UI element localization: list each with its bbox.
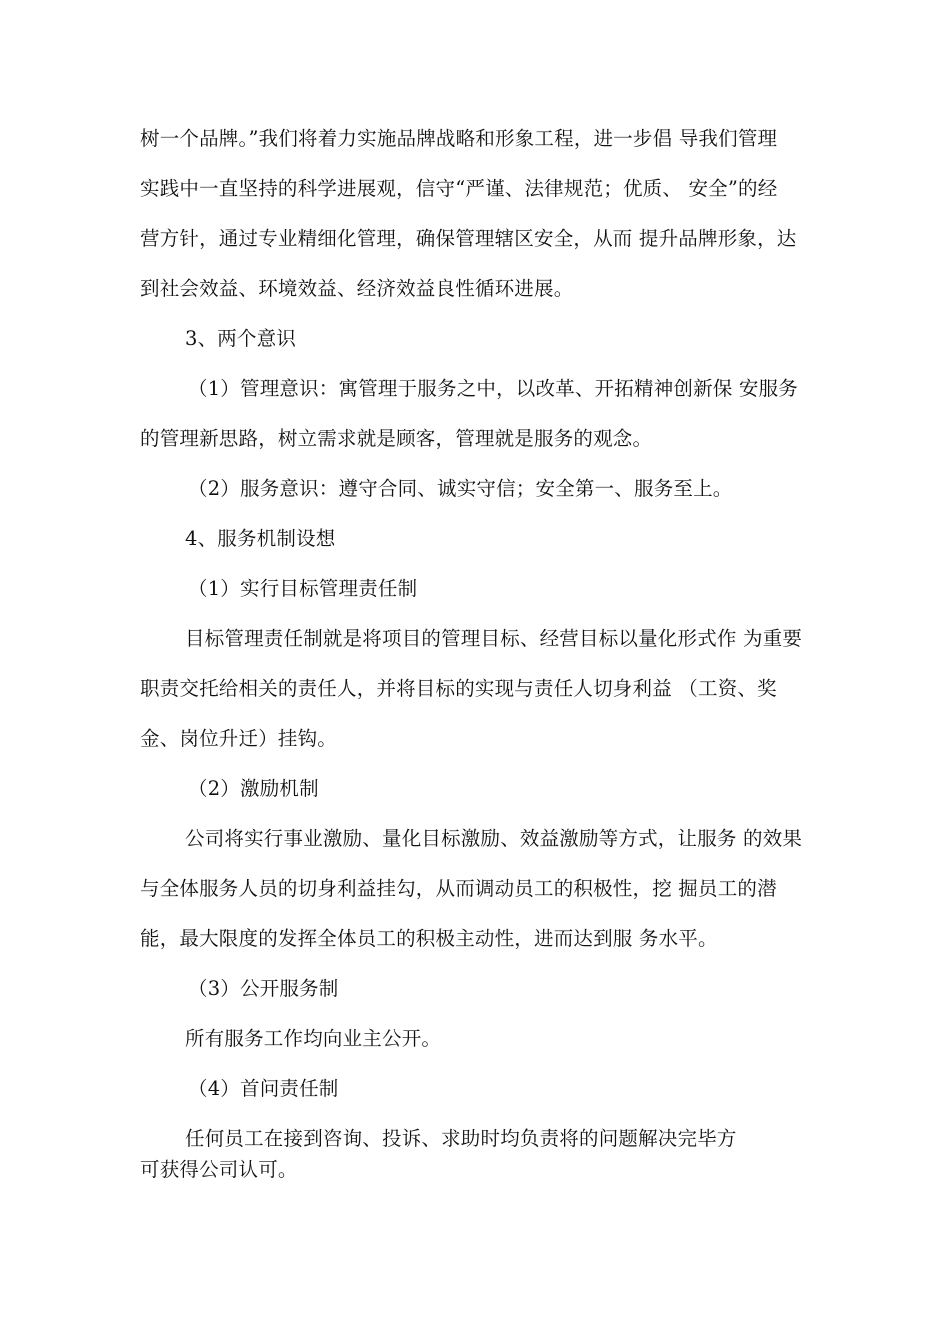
body-text-line: 可获得公司认可。 [140, 1158, 298, 1181]
subsection-paragraph-line: （1）管理意识：寓管理于服务之中，以改革、开拓精神创新保 安服务 [188, 377, 799, 400]
body-text-line: 营方针，通过专业精细化管理，确保管理辖区安全，从而 提升品牌形象，达 [140, 227, 797, 250]
subsection-heading: （4）首问责任制 [188, 1077, 339, 1100]
body-text-line: 与全体服务人员的切身利益挂勾，从而调动员工的积极性，挖 掘员工的潜 [140, 877, 777, 900]
body-text-line: 公司将实行事业激励、量化目标激励、效益激励等方式，让服务 的效果 [185, 827, 803, 850]
body-text-line: 树一个品牌。”我们将着力实施品牌战略和形象工程，进一步倡 导我们管理 [140, 127, 778, 150]
body-text-line: 到社会效益、环境效益、经济效益良性循环进展。 [140, 277, 574, 300]
body-text-line: 职责交托给相关的责任人，并将目标的实现与责任人切身利益 （工资、奖 [140, 677, 777, 700]
body-text-line: 所有服务工作均向业主公开。 [185, 1027, 442, 1050]
body-text-line: 的管理新思路，树立需求就是顾客，管理就是服务的观念。 [140, 427, 653, 450]
section-heading: 4、服务机制设想 [185, 527, 336, 550]
section-heading: 3、两个意识 [185, 327, 297, 350]
body-text-line: 任何员工在接到咨询、投诉、求助时均负责将的问题解决完毕方 [185, 1127, 737, 1150]
body-text-line: 能，最大限度的发挥全体员工的积极主动性，进而达到服 务水平。 [140, 927, 718, 950]
body-text-line: 实践中一直坚持的科学进展观，信守“严谨、法律规范；优质、 安全”的经 [140, 177, 778, 200]
subsection-heading: （1）实行目标管理责任制 [188, 577, 418, 600]
subsection-heading: （3）公开服务制 [188, 977, 339, 1000]
body-text-line: 目标管理责任制就是将项目的管理目标、经营目标以量化形式作 为重要 [185, 627, 803, 650]
subsection-heading: （2）激励机制 [188, 777, 319, 800]
body-text-line: 金、岗位升迁）挂钩。 [140, 727, 338, 750]
subsection-paragraph-line: （2）服务意识：遵守合同、诚实守信；安全第一、服务至上。 [188, 477, 733, 500]
